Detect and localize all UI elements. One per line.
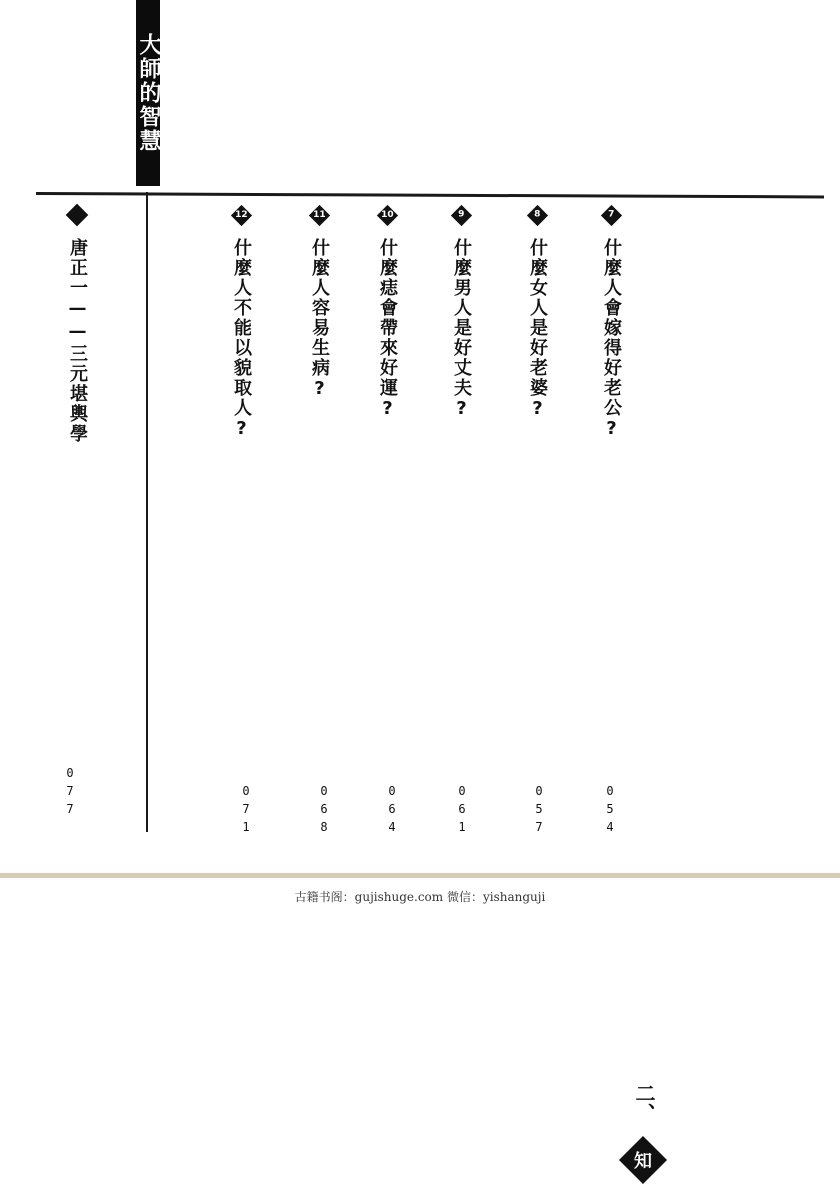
author-entry: [62, 204, 92, 444]
entry-title: 什麼痣會帶來好運?: [377, 238, 398, 421]
entry-title: 什麼男人是好丈夫?: [451, 238, 472, 421]
entry-title: 什麼女人是好老婆?: [527, 238, 548, 421]
page-divider-band: [0, 873, 840, 878]
section-badge-char: 知: [634, 1151, 652, 1172]
entry-page-number: 057: [532, 784, 546, 838]
entry-number: 10: [380, 209, 394, 220]
number-badge-icon: [450, 204, 472, 226]
number-badge-icon: [230, 204, 252, 226]
author-text: 唐正一——三元堪輿學: [67, 238, 88, 444]
section-badge-icon: [619, 1136, 667, 1184]
vertical-rule: [146, 192, 148, 832]
author-page-number: 077: [63, 766, 77, 820]
number-badge-icon: [376, 204, 398, 226]
entry-title: 什麼人會嫁得好老公?: [601, 238, 622, 441]
book-title-block: [136, 0, 160, 186]
entry-page-number: 054: [603, 784, 617, 838]
entry-page-number: 071: [239, 784, 253, 838]
entry-page-number: 068: [317, 784, 331, 838]
toc-entry-11: [304, 204, 334, 401]
toc-entry-7: [596, 204, 626, 441]
entry-number: 7: [607, 209, 615, 220]
book-title: 大師的智慧: [136, 33, 161, 153]
diamond-icon: [66, 204, 88, 226]
entry-page-number: 061: [455, 784, 469, 838]
entry-title: 什麼人容易生病?: [309, 238, 330, 401]
entry-number: 11: [312, 209, 326, 220]
entry-number: 12: [234, 209, 248, 220]
next-section-heading: 二、: [632, 1083, 656, 1123]
entry-number: 9: [457, 209, 465, 220]
watermark-text: 古籍书阁：gujishuge.com 微信：yishanguji: [294, 890, 546, 904]
toc-entry-9: [446, 204, 476, 421]
toc-entry-10: [372, 204, 402, 421]
number-badge-icon: [308, 204, 330, 226]
number-badge-icon: [600, 204, 622, 226]
toc-entry-12: [226, 204, 256, 441]
number-badge-icon: [526, 204, 548, 226]
entry-number: 8: [533, 209, 541, 220]
entry-page-number: 064: [385, 784, 399, 838]
toc-entry-8: [522, 204, 552, 421]
entry-title: 什麼人不能以貌取人?: [231, 238, 252, 441]
horizontal-rule: [36, 192, 824, 198]
